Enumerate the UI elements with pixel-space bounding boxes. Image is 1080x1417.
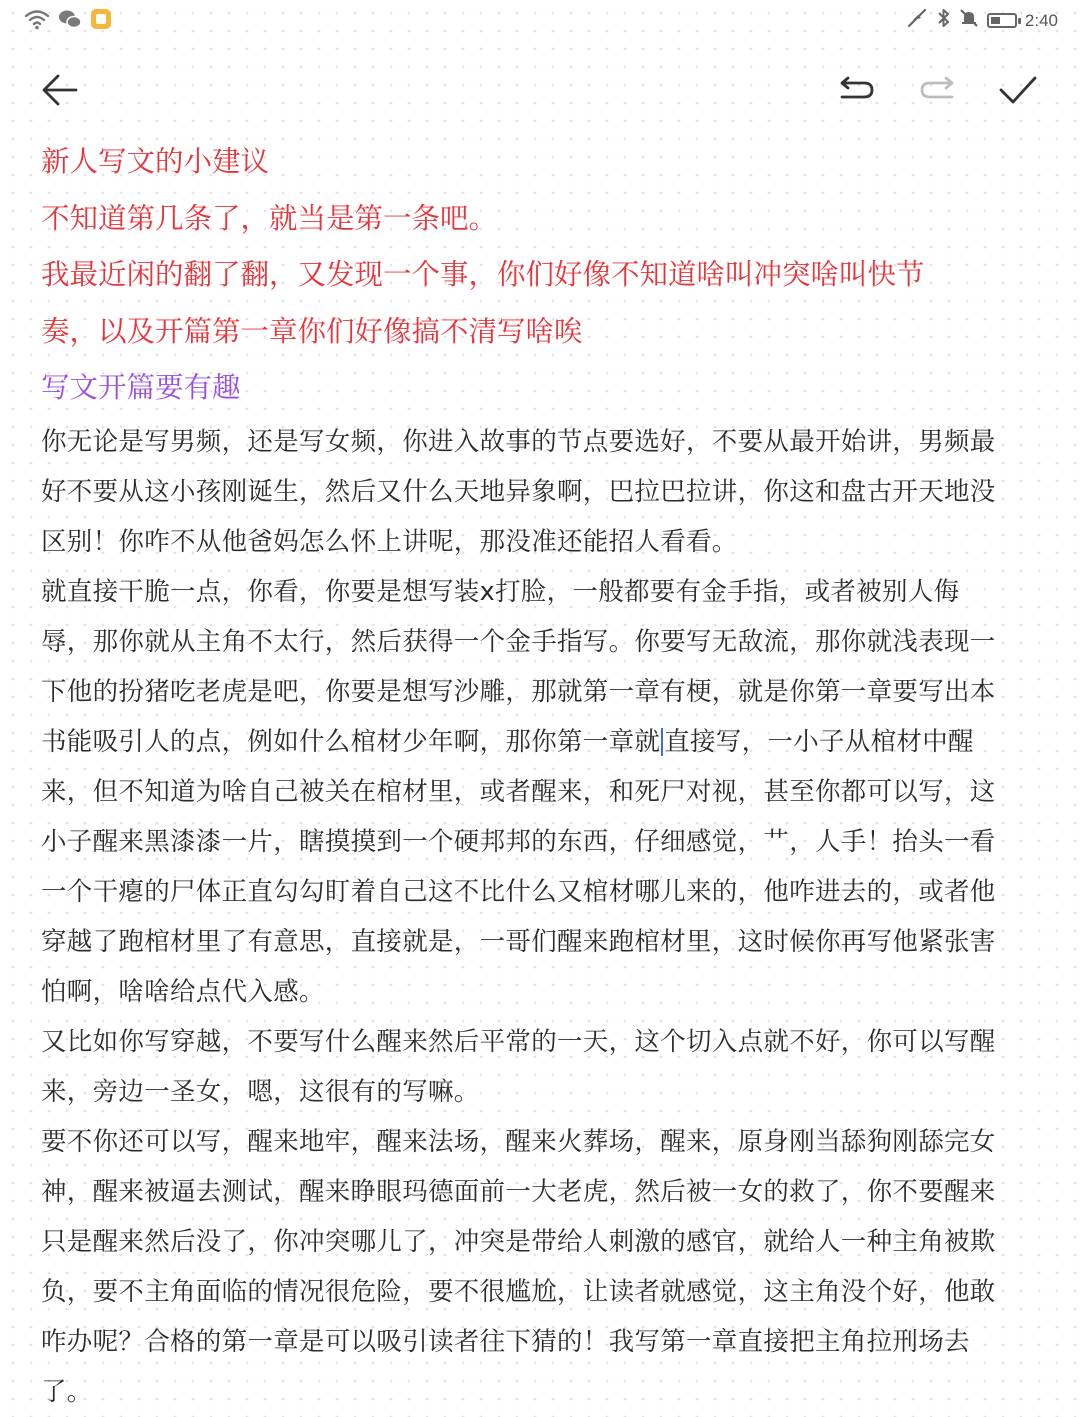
back-arrow-icon: [40, 72, 80, 108]
body-line: 怕啊，啥啥给点代入感。: [41, 976, 325, 1007]
body-line: 穿越了跑棺材里了有意思，直接就是，一哥们醒来跑棺材里，这时候你再写他紧张害: [41, 926, 996, 957]
body-line: 又比如你写穿越，不要写什么醒来然后平常的一天，这个切入点就不好，你可以写醒: [41, 1026, 996, 1057]
body-line: 要不你还可以写，醒来地牢，醒来法场，醒来火葬场，醒来，原身刚当舔狗刚舔完女: [41, 1126, 996, 1157]
undo-button[interactable]: [834, 68, 878, 112]
editor-toolbar: [0, 60, 1080, 120]
body-line: 辱，那你就从主角不太行，然后获得一个金手指写。你要写无敌流，那你就浅表现一: [41, 626, 996, 657]
body-line: 只是醒来然后没了，你冲突哪儿了，冲突是带给人刺激的感官，就给人一种主角被欺: [41, 1226, 996, 1257]
body-line: 了。: [41, 1376, 93, 1407]
body-line: 神，醒来被逼去测试，醒来睁眼玛德面前一大老虎，然后被一女的救了，你不要醒来: [41, 1176, 996, 1207]
redo-button[interactable]: [916, 68, 960, 112]
back-button[interactable]: [38, 68, 82, 112]
check-icon: [997, 74, 1039, 106]
heading-line: 奏，以及开篇第一章你们好像搞不清写啥唉: [41, 314, 583, 348]
battery-icon: [987, 13, 1017, 28]
body-line-with-cursor: [41, 717, 1041, 767]
note-editor[interactable]: [41, 134, 1041, 1417]
status-bar-right: [905, 8, 1058, 33]
body-line: 区别！你咋不从他爸妈怎么怀上讲呢，那没准还能招人看看。: [41, 526, 738, 557]
note-title: 新人写文的小建议: [41, 145, 270, 178]
wechat-icon: [58, 8, 82, 34]
body-line: 咋办呢？合格的第一章是可以吸引读者往下猜的！我写第一章直接把主角拉刑场去: [41, 1326, 970, 1357]
body-line: 你无论是写男频，还是写女频，你进入故事的节点要选好，不要从最开始讲，男频最: [41, 426, 996, 457]
body-line: 好不要从这小孩刚诞生，然后又什么天地异象啊，巴拉巴拉讲，你这和盘古开天地没: [41, 476, 996, 507]
body-line: 一个干瘪的尸体正直勾勾盯着自己这不比什么又棺材哪儿来的，他咋进去的，或者他: [41, 876, 996, 907]
mute-bell-icon: [959, 8, 979, 33]
body-line: 就直接干脆一点，你看，你要是想写装x打脸，一般都要有金手指，或者被别人侮: [41, 576, 960, 607]
body-line: 小子醒来黑漆漆一片，瞎摸摸到一个硬邦邦的东西，仔细感觉，艹，人手！抬头一看: [41, 826, 996, 857]
notification-app-icon: [90, 8, 112, 34]
undo-icon: [836, 75, 876, 105]
text-cursor: [661, 728, 663, 756]
body-line: 负，要不主角面临的情况很危险，要不很尴尬，让读者就感觉，这主角没个好，他敢: [41, 1276, 996, 1307]
text-after-cursor: 直接写，一小子从棺材中醒: [664, 726, 974, 757]
redo-icon: [918, 75, 958, 105]
bluetooth-icon: [937, 8, 951, 33]
body-line: 来，但不知道为啥自己被关在棺材里，或者醒来，和死尸对视，甚至你都可以写，这: [41, 776, 996, 807]
subheading: 写文开篇要有趣: [41, 371, 241, 404]
status-bar-left: [24, 8, 112, 34]
battery-level: [991, 17, 1000, 24]
status-bar: [0, 0, 1080, 42]
done-button[interactable]: [996, 68, 1040, 112]
status-time: 2:40: [1024, 10, 1058, 30]
wifi-icon: [24, 8, 50, 34]
body-line: 来，旁边一圣女，嗯，这很有的写嘛。: [41, 1076, 480, 1107]
text-before-cursor: 书能吸引人的点，例如什么棺材少年啊，那你第一章就: [41, 726, 661, 757]
signal-off-icon: [905, 8, 929, 33]
heading-line: 我最近闲的翻了翻，又发现一个事，你们好像不知道啥叫冲突啥叫快节: [41, 258, 925, 291]
body-line: 下他的扮猪吃老虎是吧，你要是想写沙雕，那就第一章有梗，就是你第一章要写出本: [41, 676, 996, 707]
heading-line: 不知道第几条了，就当是第一条吧。: [41, 201, 498, 235]
